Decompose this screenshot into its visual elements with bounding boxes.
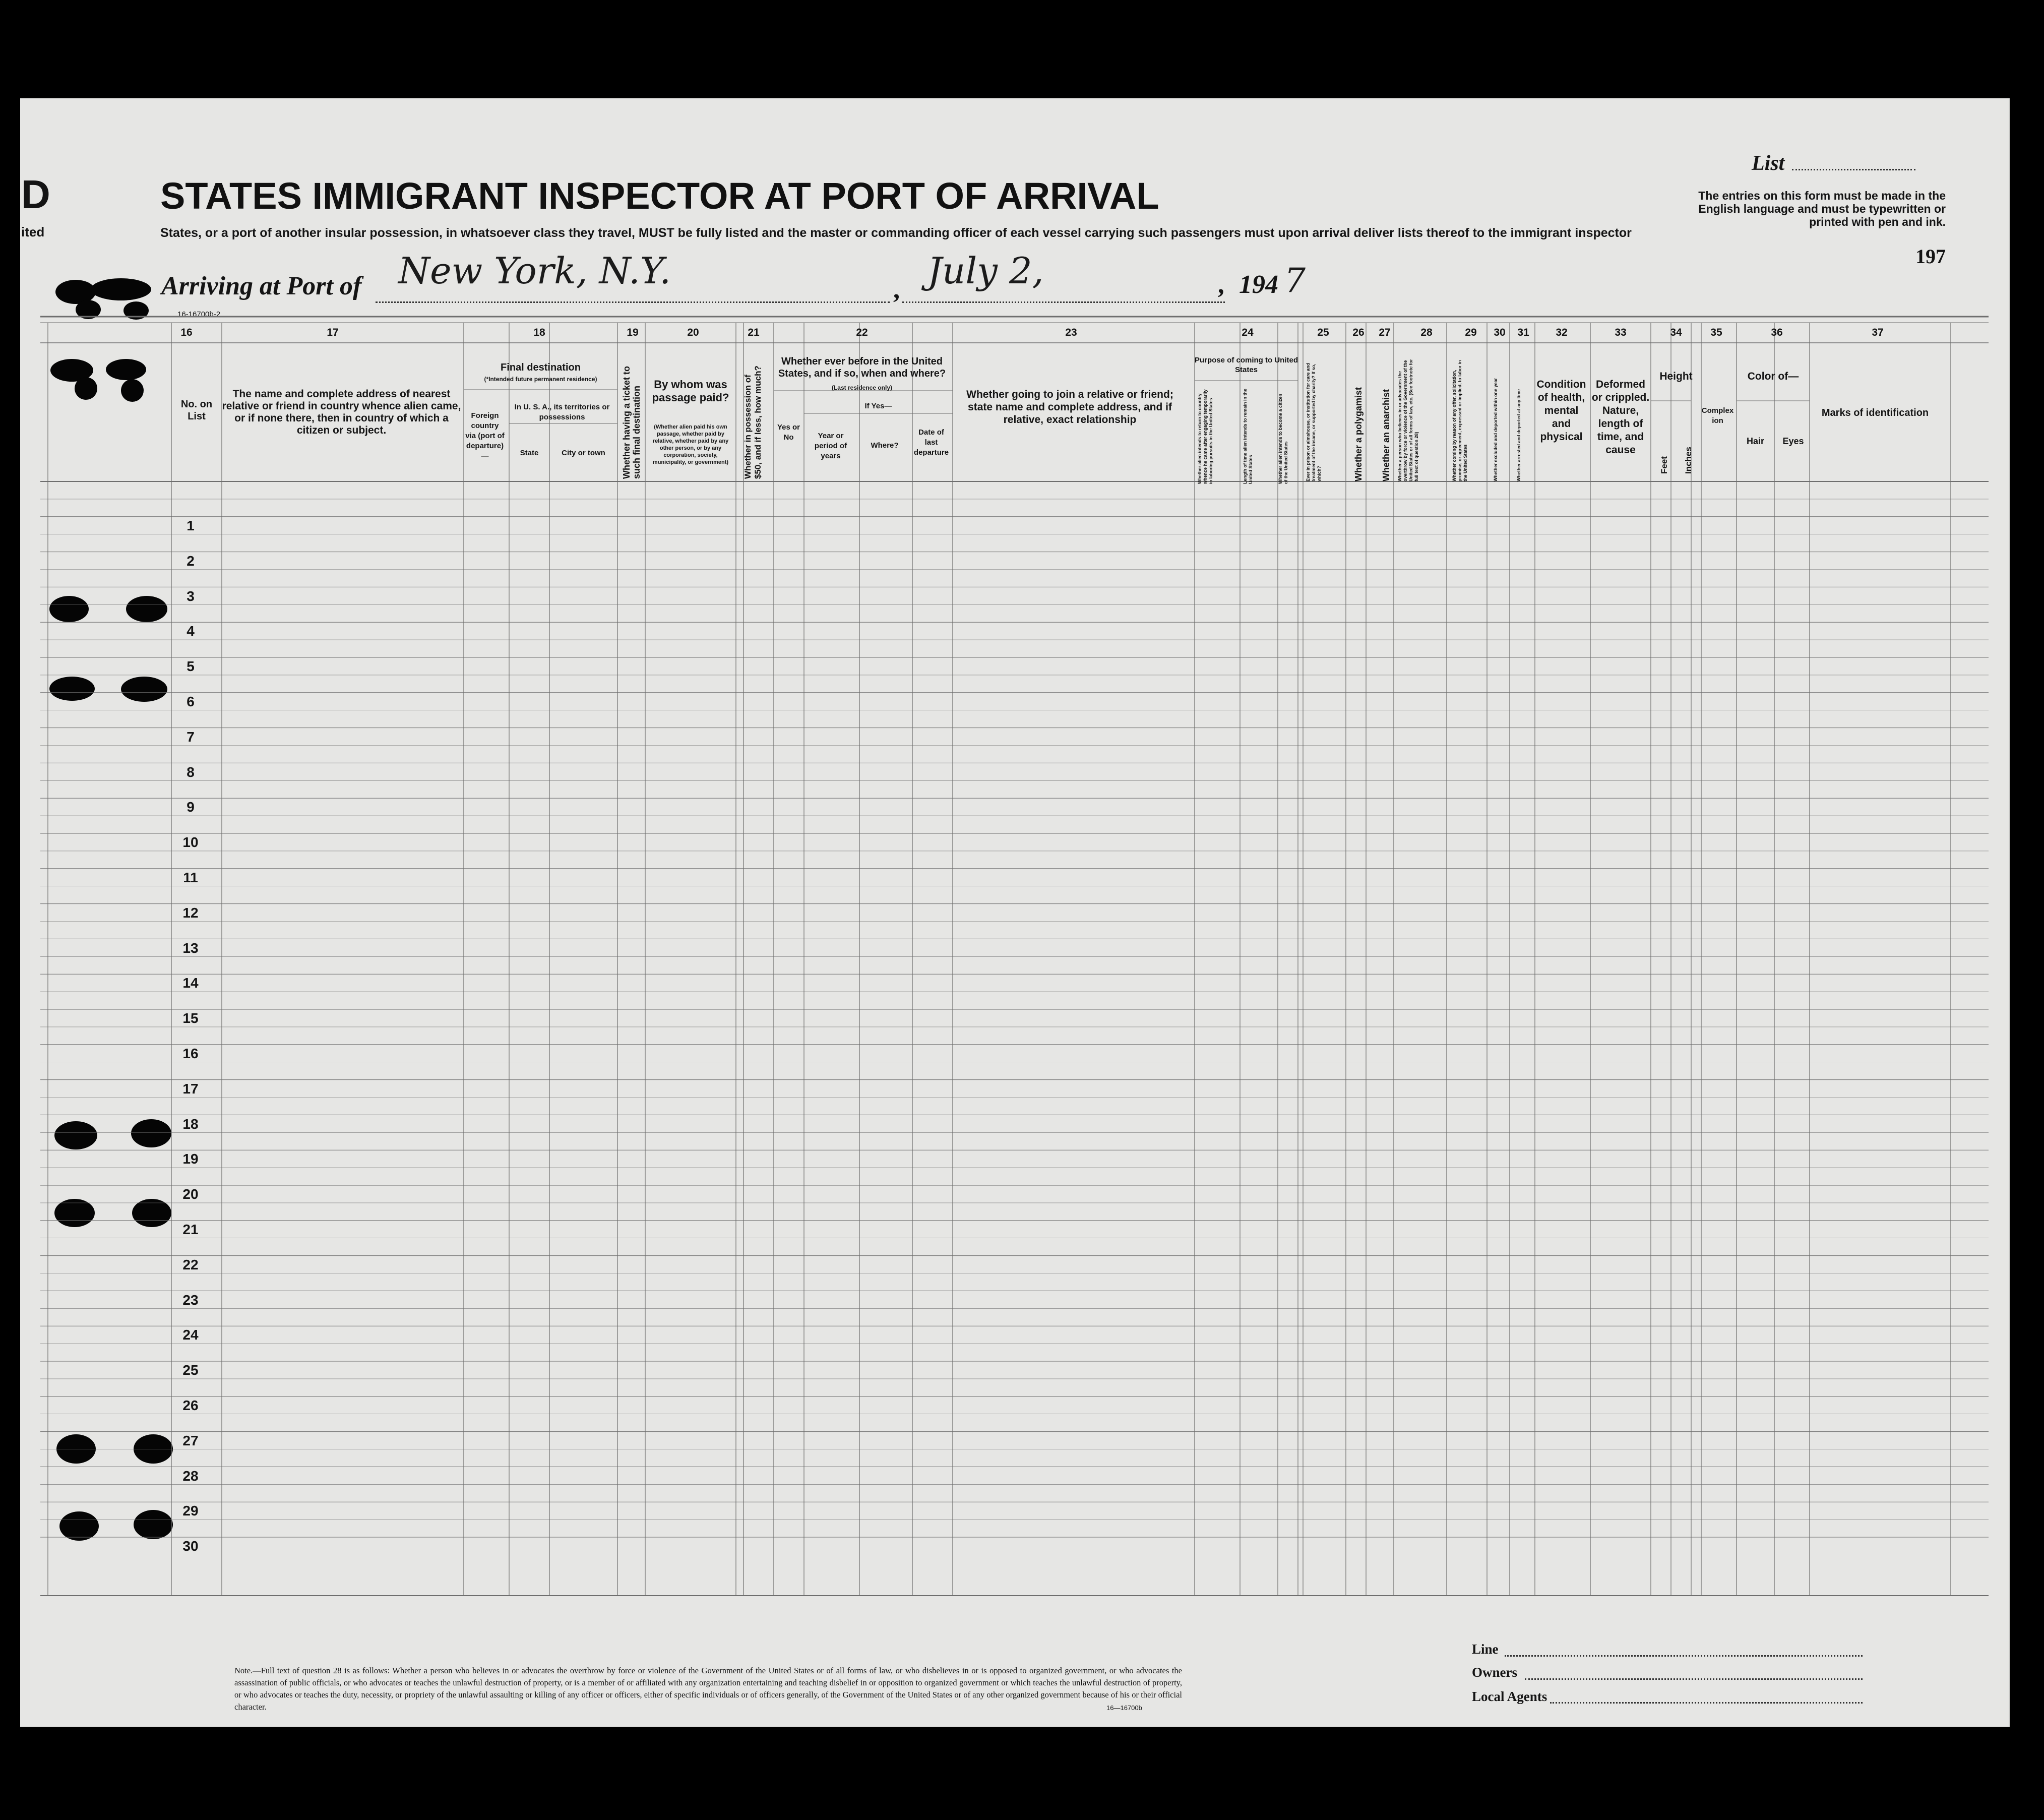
row-number: 11 xyxy=(183,870,198,885)
column-number: 24 xyxy=(1242,327,1254,338)
row-number: 12 xyxy=(182,904,199,921)
line-label: Line xyxy=(1472,1642,1499,1657)
column-number: 21 xyxy=(748,327,760,338)
column-number: 36 xyxy=(1771,327,1783,338)
column-number: 32 xyxy=(1556,327,1568,338)
column-number: 16 xyxy=(180,327,193,338)
header-ever-before: Whether ever before in the United States, and if so, when and where? xyxy=(778,356,946,379)
row-number: 25 xyxy=(182,1362,199,1378)
row-number: 15 xyxy=(182,1010,199,1026)
row-number: 2 xyxy=(187,553,195,569)
row-number: 19 xyxy=(182,1151,199,1167)
header-final-destination-sub: (*Intended future permanent residence) xyxy=(484,376,597,383)
row-number: 13 xyxy=(182,940,199,956)
header-date-departure: Date of last departure xyxy=(913,428,949,457)
left-page-fragment: D xyxy=(21,172,50,217)
arriving-label: Arriving at Port of xyxy=(161,272,362,300)
column-number: 22 xyxy=(856,327,868,338)
comma-separator: , xyxy=(893,275,900,304)
header-in-usa: In U. S. A., its territories or possessions xyxy=(514,403,610,421)
header-if-yes: If Yes— xyxy=(864,402,892,410)
header-purpose-return: Whether alien intends to return to country whence he came after engaging temporarily in laboring pursuits in the United States xyxy=(1197,389,1213,484)
column-number: 29 xyxy=(1465,327,1477,338)
header-deported: Whether arrested and deported at any time xyxy=(1516,389,1521,481)
header-ticket: Whether having a ticket to such final destination xyxy=(622,366,642,479)
row-number: 23 xyxy=(182,1292,199,1308)
header-question-28: Whether a person who believes in or advocates the overthrow by force or violence of the Government of the United States or of all forms of law, etc. (See footnote for full text of question 28) xyxy=(1397,359,1419,481)
header-last-residence: (Last residence only) xyxy=(831,384,893,391)
header-purpose-length: Length of time alien intends to remain in the United States xyxy=(1243,388,1253,484)
row-number: 18 xyxy=(182,1116,199,1132)
page-number: 197 xyxy=(1915,245,1946,268)
row-number: 20 xyxy=(182,1186,199,1202)
header-foreign-country: Foreign country via (port of departure)— xyxy=(465,411,505,460)
column-number: 18 xyxy=(533,327,545,338)
header-purpose: Purpose of coming to United States xyxy=(1195,356,1298,374)
header-inches: Inches xyxy=(1684,447,1693,474)
header-deformed: Deformed or crippled. Nature, length of time, and cause xyxy=(1591,379,1650,456)
header-year-period: Year or period of years xyxy=(814,432,847,460)
row-number: 1 xyxy=(187,518,195,533)
row-number: 4 xyxy=(187,623,195,639)
row-number: 3 xyxy=(187,588,195,604)
form-title: STATES IMMIGRANT INSPECTOR AT PORT OF ARRIVAL xyxy=(160,175,1159,217)
header-final-destination: Final destination xyxy=(501,362,581,373)
header-hair: Hair xyxy=(1746,436,1764,446)
column-number: 34 xyxy=(1670,327,1682,338)
row-number: 21 xyxy=(182,1222,199,1237)
column-number: 26 xyxy=(1352,327,1365,338)
column-number: 19 xyxy=(627,327,639,338)
row-number: 10 xyxy=(182,834,199,851)
header-passage-paid: By whom was passage paid? xyxy=(652,378,729,404)
port-value: New York, N.Y. xyxy=(398,250,671,292)
left-page-fragment-2: ited xyxy=(21,224,45,239)
column-number: 28 xyxy=(1420,327,1433,338)
form-code: 16-16700b-2 xyxy=(177,310,221,319)
header-fifty-dollars: Whether in possession of $50, and if less, how much? xyxy=(743,366,763,479)
column-number: 27 xyxy=(1379,327,1391,338)
row-number: 24 xyxy=(182,1327,199,1343)
row-number: 28 xyxy=(182,1468,199,1484)
row-number: 14 xyxy=(182,975,199,991)
header-height: Height xyxy=(1659,371,1693,382)
header-purpose-citizen: Whether alien intends to become a citizen of the United States xyxy=(1278,393,1288,484)
row-number: 27 xyxy=(182,1432,199,1448)
column-number: 33 xyxy=(1615,327,1627,338)
column-number: 35 xyxy=(1710,327,1722,338)
header-no-on-list: No. on List xyxy=(180,399,213,422)
header-feet: Feet xyxy=(1659,456,1669,474)
header-join-relative: Whether going to join a relative or friend; state name and complete address, and if relative, exact relationship xyxy=(966,389,1173,426)
header-yes-no: Yes or No xyxy=(777,423,800,442)
footer-code: 16—16700b xyxy=(1106,1704,1142,1712)
row-number: 6 xyxy=(187,694,195,709)
column-number: 25 xyxy=(1317,327,1329,338)
footnote-question-28: Note.—Full text of question 28 is as follows: Whether a person who believes in or advocates the overthrow by force or violence of the Government of the United States or of all forms of law, or who disbelieves in or is opposed to organized government, or who advocates the assassination of public officials, or who advocates or teaches the unlawful destruction of property, or is a member of or affiliated with any organization entertaining and teaching disbelief in or opposition to organized government or which teaches the unlawful destruction of property, or who advocates or teaches the duty, necessity, or propriety of the unlawful assaulting or killing of any officer or officers, either of specific individuals or of officers generally, of the Government of the United States or of any other organized government because of his or their official character. xyxy=(234,1666,1182,1712)
local-agents-field[interactable] xyxy=(1550,1702,1863,1704)
column-number: 31 xyxy=(1517,327,1529,338)
header-color-of: Color of— xyxy=(1747,371,1799,382)
header-state: State xyxy=(520,449,539,457)
row-number: 7 xyxy=(187,729,195,745)
column-number: 30 xyxy=(1494,327,1506,338)
comma-separator-2: , xyxy=(1219,270,1225,299)
header-health: Condition of health, mental and physical xyxy=(1536,379,1586,443)
year-printed: 194 xyxy=(1239,270,1278,299)
form-instructions: The entries on this form must be made in the English language and must be typewritten or printed with pen and ink. xyxy=(1698,189,1946,228)
header-polygamist: Whether a polygamist xyxy=(1353,387,1364,481)
column-number: 23 xyxy=(1065,327,1077,338)
row-number: 16 xyxy=(182,1046,199,1061)
column-number: 20 xyxy=(687,327,699,338)
year-handwritten: 7 xyxy=(1284,261,1306,300)
owners-field[interactable] xyxy=(1525,1678,1863,1680)
header-eyes: Eyes xyxy=(1782,436,1804,446)
row-number: 29 xyxy=(182,1503,199,1519)
column-number: 37 xyxy=(1872,327,1884,338)
header-city: City or town xyxy=(562,449,605,457)
row-number: 30 xyxy=(182,1538,199,1554)
line-field[interactable] xyxy=(1505,1655,1863,1657)
row-number: 9 xyxy=(187,799,195,815)
header-nearest-relative: The name and complete address of nearest relative or friend in country whence alien came, or if none there, then in country of which a citizen or subject. xyxy=(222,388,461,436)
column-number: 17 xyxy=(327,327,339,338)
date-value: July 2, xyxy=(927,250,1044,292)
header-complexion: Complexion xyxy=(1701,406,1734,425)
local-agents-label: Local Agents xyxy=(1472,1689,1547,1704)
header-where: Where? xyxy=(871,441,899,450)
list-label: List xyxy=(1752,152,1785,175)
header-marks-identification: Marks of identification xyxy=(1821,407,1929,418)
header-labor-offer: Whether coming by reason of any offer, solicitation, promise, or agreement, expressed or implied, to labor in the United States xyxy=(1452,360,1468,481)
form-subtitle: States, or a port of another insular possession, in whatsoever class they travel, MUST be fully listed and the master or commanding officer of each vessel carrying such passengers must upon arrival deliver lists thereof to the immigrant inspector xyxy=(160,226,1632,240)
header-anarchist: Whether an anarchist xyxy=(1381,389,1391,481)
header-passage-paid-sub: (Whether alien paid his own passage, whether paid by relative, whether paid by any other person, or by any corporation, society, municipality, or government) xyxy=(652,424,729,465)
row-number: 22 xyxy=(182,1256,199,1272)
owners-label: Owners xyxy=(1472,1665,1517,1680)
row-number: 26 xyxy=(182,1398,199,1413)
row-number: 5 xyxy=(187,658,195,675)
header-prison: Ever in prison or almshouse, or institution for care and treatment of the insane, or supported by charity? If so, which? xyxy=(1306,362,1322,481)
header-excluded: Whether excluded and deported within one year xyxy=(1493,378,1498,481)
row-number: 17 xyxy=(182,1080,199,1097)
row-number: 8 xyxy=(187,764,195,780)
